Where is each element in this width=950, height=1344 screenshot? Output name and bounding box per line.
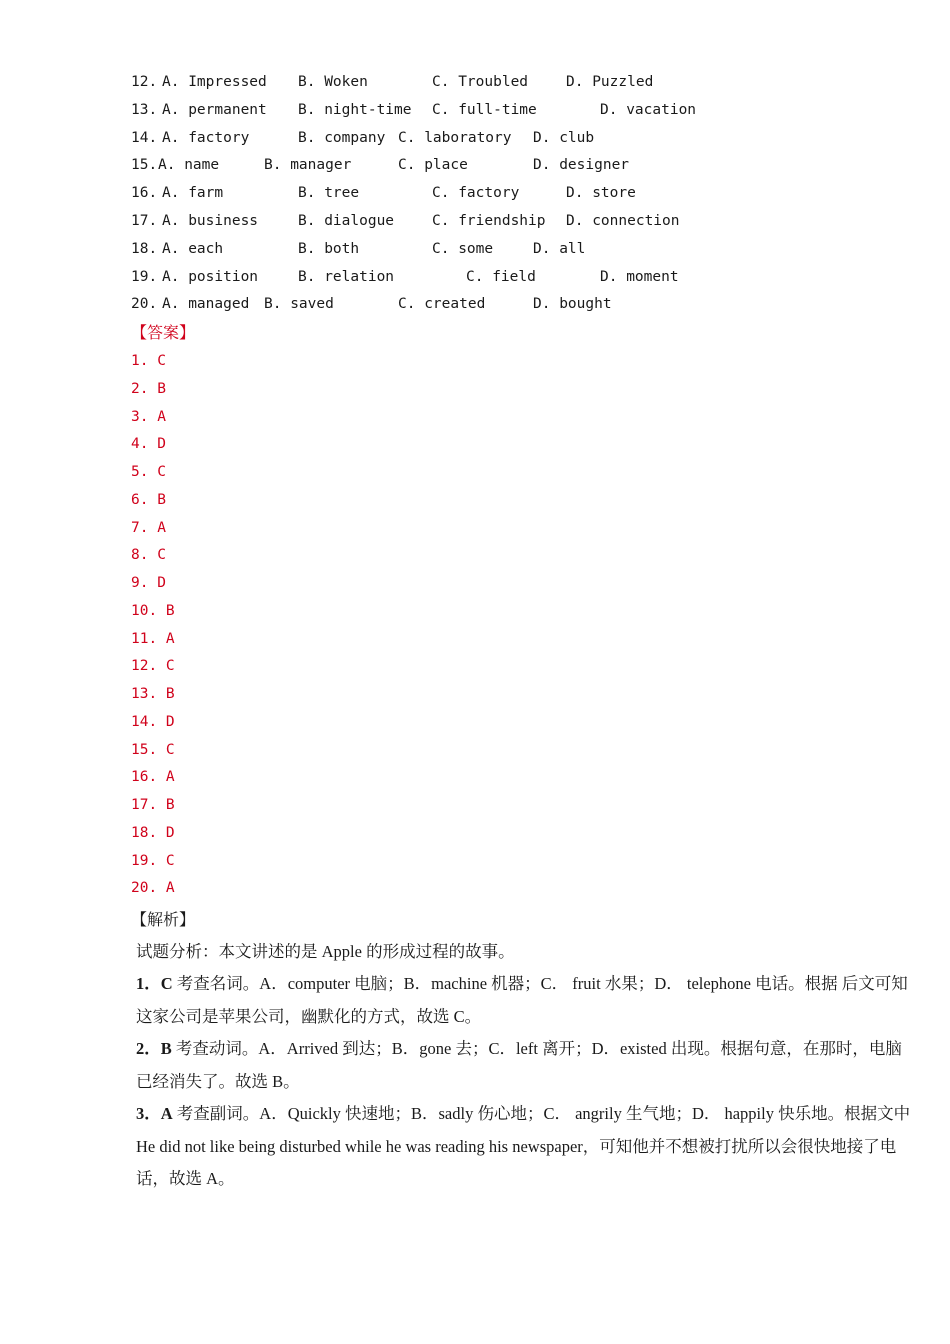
answer-item: 9. D [131,575,166,591]
answer-item: 2. B [131,380,166,397]
answer-item: 8. C [131,547,166,564]
option-b: B. manager [264,157,352,174]
question-row [131,153,630,181]
option-b: B. relation [298,268,395,285]
question-row [131,292,612,320]
option-c: C. full-time [432,101,537,118]
analysis-heading: 【解析】 [131,910,196,929]
question-number: 13. [131,101,158,118]
answer-item: 18. D [131,824,175,841]
analysis-answer-label: 1．C [136,974,173,993]
analysis-paragraph [136,1033,911,1098]
option-b: B. company [298,129,386,146]
option-d: D. designer [533,157,630,174]
option-c: C. created [398,296,486,313]
question-row [131,98,697,126]
answer-item: 15. C [131,741,175,758]
analysis-text: 考查副词。A．Quickly 快速地；B．sadly 伤心地；C． angrily 生气地；D． happily 快乐地。根据文中 He did not like being disturbed while he was reading his newspaper，可知他并不想被打扰所以会很快地接了电话，故选 A。 [136,1104,911,1188]
option-d: D. Puzzled [566,74,654,90]
question-number: 20. [131,296,158,313]
question-number: 18. [131,240,158,257]
analysis-paragraph [136,1098,911,1196]
option-d: D. all [533,240,586,257]
answer-item: 13. B [131,686,175,702]
option-b: B. Woken [298,74,368,90]
analysis-answer-label: 2．B [136,1039,172,1058]
option-d: D. club [533,129,595,146]
question-row [131,126,595,154]
analysis-intro: 试题分析：本文讲述的是 Apple 的形成过程的故事。 [136,942,515,961]
question-options-block [131,70,697,320]
option-b: B. dialogue [298,212,395,229]
option-a: A. farm [162,185,224,202]
answer-item: 5. C [131,464,166,480]
option-b: B. both [298,240,360,257]
question-number: 14. [131,129,158,146]
analysis-answer-label: 3．A [136,1104,173,1123]
question-number: 16. [131,185,158,202]
option-c: C. factory [432,185,520,202]
question-number: 15. [131,157,158,174]
option-c: C. place [398,157,468,174]
answer-item: 17. B [131,797,175,813]
option-a: A. Impressed [162,74,267,90]
answer-item: 4. D [131,436,166,453]
option-a: A. position [162,268,259,285]
option-d: D. vacation [600,101,697,118]
analysis-text: 考查名词。A．computer 电脑；B．machine 机器；C． fruit 水果；D． telephone 电话。根据 后文可知这家公司是苹果公司，幽默化的方式，故选 C。 [136,974,908,1026]
answer-item: 16. A [131,769,175,786]
option-b: B. saved [264,296,334,313]
option-a: A. each [162,240,224,257]
answer-item: 20. A [131,880,175,897]
option-d: D. bought [533,296,612,313]
question-row [131,237,586,265]
option-c: C. friendship [432,212,546,229]
analysis-text: 考查动词。A．Arrived 到达；B．gone 去；C．left 离开；D．existed 出现。根据句意，在那时，电脑已经消失了。故选 B。 [136,1039,902,1091]
analysis-paragraph [136,968,911,1033]
question-row [131,209,680,237]
option-d: D. moment [600,268,679,285]
option-d: D. store [566,185,636,202]
question-number: 12. [131,74,158,90]
answer-item: 19. C [131,852,175,869]
question-row [131,70,654,98]
answer-heading: 【答案】 [131,323,196,342]
option-a: A. business [162,212,259,229]
option-c: C. laboratory [398,129,512,146]
answer-item: 12. C [131,658,175,675]
answer-item: 6. B [131,491,166,508]
question-row [131,181,636,209]
answer-item: 10. B [131,602,175,619]
option-a: A. managed [162,296,250,313]
answer-item: 11. A [131,630,175,647]
answer-item: 3. A [131,408,166,425]
question-row [131,265,679,293]
question-number: 17. [131,212,158,229]
option-b: B. tree [298,185,360,202]
option-c: C. field [466,268,536,285]
answer-item: 7. A [131,519,166,536]
option-a: A. permanent [162,101,267,118]
answer-list [131,348,175,903]
option-d: D. connection [566,212,680,229]
option-a: A. name [158,157,220,174]
answer-item: 1. C [131,353,166,369]
option-c: C. some [432,240,494,257]
option-b: B. night-time [298,101,412,118]
option-a: A. factory [162,129,250,146]
answer-item: 14. D [131,713,175,730]
option-c: C. Troubled [432,74,529,90]
question-number: 19. [131,268,158,285]
